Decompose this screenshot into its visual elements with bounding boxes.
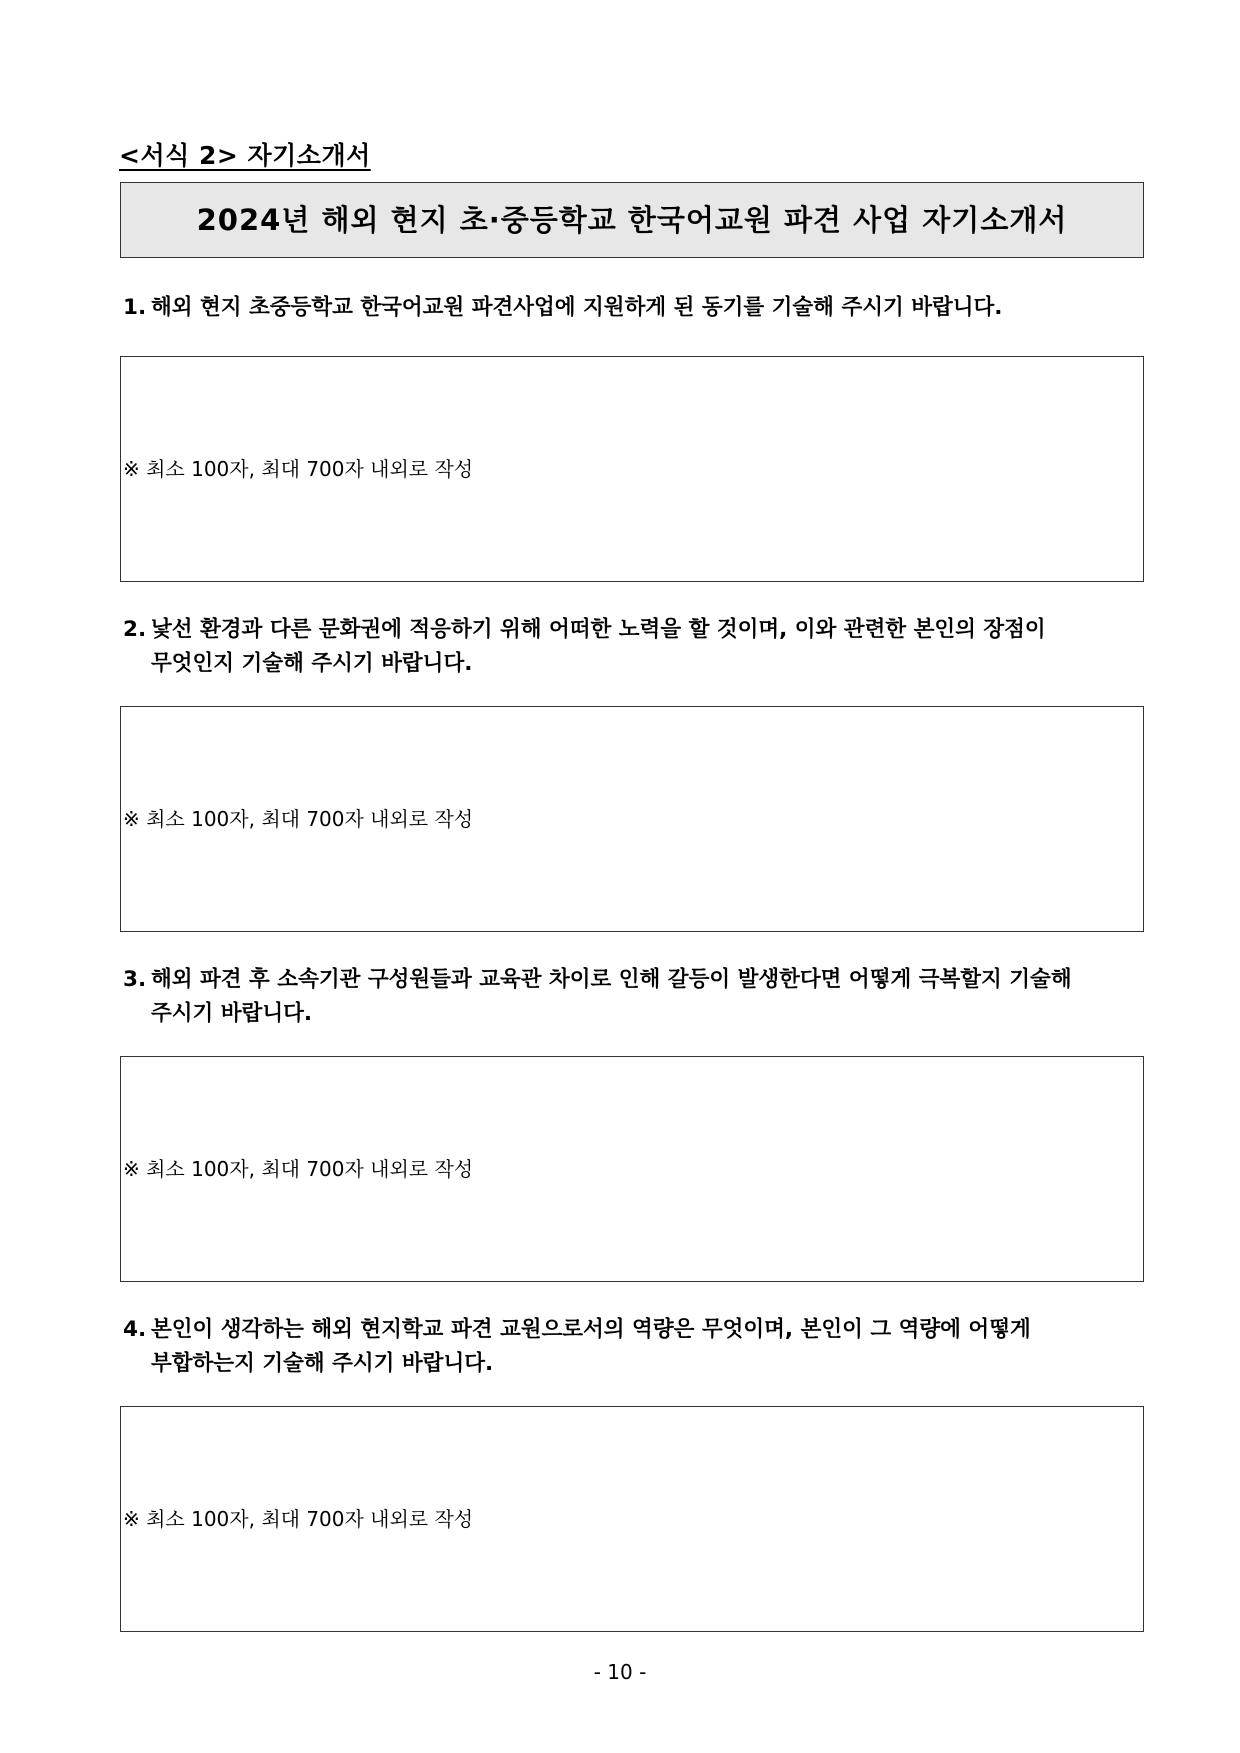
answer-guide-text: ※ 최소 100자, 최대 700자 내외로 작성 (123, 806, 474, 831)
question-text: 낯선 환경과 다른 문화권에 적응하기 위해 어떠한 노력을 할 것이며, 이와 관련한 본인의 장점이 무엇인지 기술해 주시기 바랍니다. (151, 617, 1046, 676)
question-3 (123, 963, 1133, 1031)
question-number: 3. (123, 967, 147, 992)
answer-box-2[interactable] (120, 706, 1144, 932)
answer-guide-text: ※ 최소 100자, 최대 700자 내외로 작성 (123, 1156, 474, 1181)
question-text: 해외 파견 후 소속기관 구성원들과 교육관 차이로 인해 갈등이 발생한다면 어떻게 극복할지 기술해 주시기 바랍니다. (151, 967, 1072, 1026)
answer-guide-text: ※ 최소 100자, 최대 700자 내외로 작성 (123, 456, 474, 481)
question-1 (123, 291, 1133, 325)
document-title: 2024년 해외 현지 초·중등학교 한국어교원 파견 사업 자기소개서 (196, 202, 1068, 237)
page-number: - 10 - (593, 1660, 647, 1684)
question-number: 2. (123, 617, 147, 642)
question-number: 4. (123, 1317, 147, 1342)
answer-box-3[interactable] (120, 1056, 1144, 1282)
question-4 (123, 1313, 1133, 1381)
form-label: <서식 2> 자기소개서 (119, 141, 371, 170)
question-2 (123, 613, 1133, 681)
question-text: 해외 현지 초중등학교 한국어교원 파견사업에 지원하게 된 동기를 기술해 주시기 바랍니다. (151, 295, 1003, 320)
answer-guide-text: ※ 최소 100자, 최대 700자 내외로 작성 (123, 1506, 474, 1531)
answer-box-4[interactable] (120, 1406, 1144, 1632)
question-number: 1. (123, 295, 147, 320)
document-title-box (120, 182, 1144, 258)
question-text: 본인이 생각하는 해외 현지학교 파견 교원으로서의 역량은 무엇이며, 본인이 그 역량에 어떻게 부합하는지 기술해 주시기 바랍니다. (151, 1317, 1031, 1376)
answer-box-1[interactable] (120, 356, 1144, 582)
